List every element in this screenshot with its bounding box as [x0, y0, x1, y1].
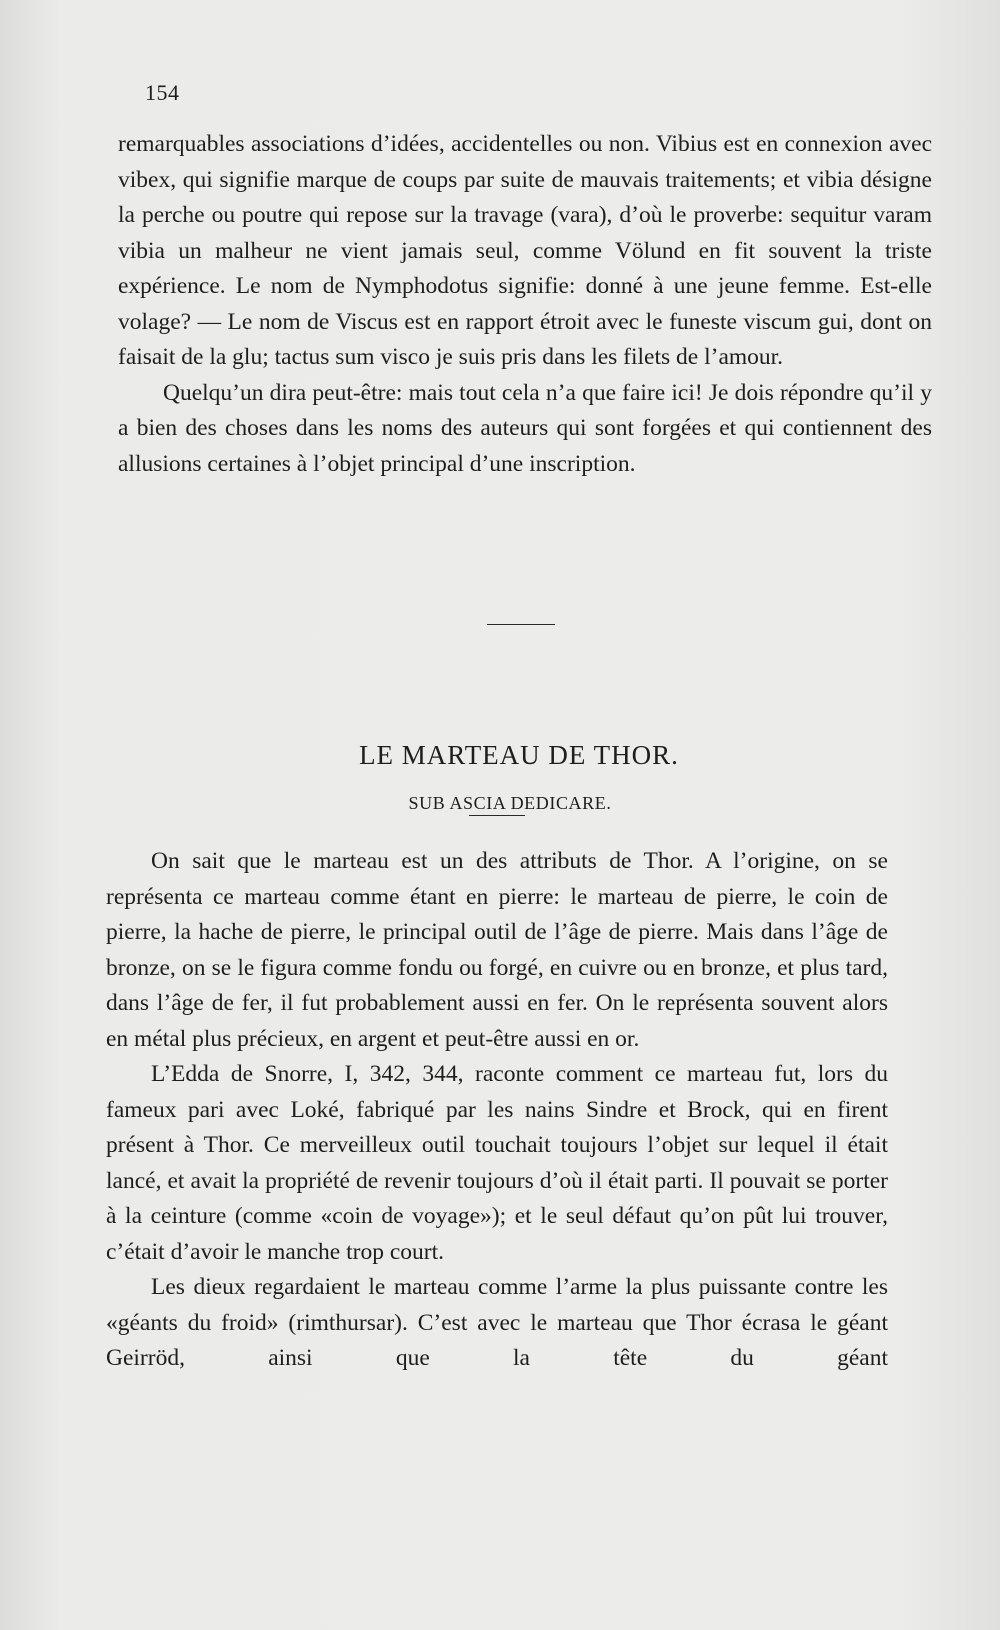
paragraph-3: On sait que le marteau est un des attributs de Thor. A l’origine, on se représenta ce marteau comme étant en pierre: le marteau de pierre, le coin de pierre, la hache de pierre, le principal outil de l’âge de pierre. Mais dans l’âge de bronze, on se le figura comme fondu ou forgé, en cuivre ou en bronze, et plus tard, dans l’âge de fer, il fut probablement aussi en fer. On le représenta souvent alors en métal plus précieux, en argent et peut-être aussi en or. [106, 848, 888, 1052]
section-subtitle: SUB ASCIA DEDICARE. [408, 793, 612, 813]
page-number: 154 [145, 80, 180, 105]
paragraph-2: Quelqu’un dira peut-être: mais tout cela n’a que faire ici! Je dois répondre qu’il y a bien des choses dans les noms des auteurs qui sont forgées et qui contiennent des allusions certaines à l’objet principal d’une inscription. [118, 379, 932, 477]
section-title: LE MARTEAU DE THOR. [359, 740, 679, 770]
section-divider [487, 624, 555, 625]
top-text-block [118, 127, 932, 482]
paragraph-1: remarquables associations d’idées, accidentelles ou non. Vibius est en connexion avec vibex, qui signifie marque de coups par suite de mauvais traitements; et vibia désigne la perche ou poutre qui repose sur la travage (vara), d’où le proverbe: sequitur varam vibia un malheur ne vient jamais seul, comme Völund en fit souvent la triste expérience. Le nom de Nymphodotus signifie: donné à une jeune femme. Est-elle volage? — Le nom de Viscus est en rapport étroit avec le funeste viscum gui, dont on faisait de la glu; tactus sum visco je suis pris dans les filets de l’amour. [118, 131, 932, 370]
paragraph-4: L’Edda de Snorre, I, 342, 344, raconte comment ce marteau fut, lors du fameux pari avec Loké, fabriqué par les nains Sindre et Brock, qui en firent présent à Thor. Ce merveilleux outil touchait toujours l’objet sur lequel il était lancé, et avait la propriété de revenir toujours d’où il était parti. Il pouvait se porter à la ceinture (comme «coin de voyage»); et le seul défaut qu’on pût lui trouver, c’était d’avoir le manche trop court. [106, 1061, 888, 1265]
subtitle-rule [469, 815, 525, 816]
body-text-block [106, 844, 888, 1377]
paragraph-5: Les dieux regardaient le marteau comme l’arme la plus puissante contre les «géants du froid» (rimthursar). C’est avec le marteau que Thor écrasa le géant Geirröd, ainsi que la tête du géant [106, 1274, 888, 1371]
